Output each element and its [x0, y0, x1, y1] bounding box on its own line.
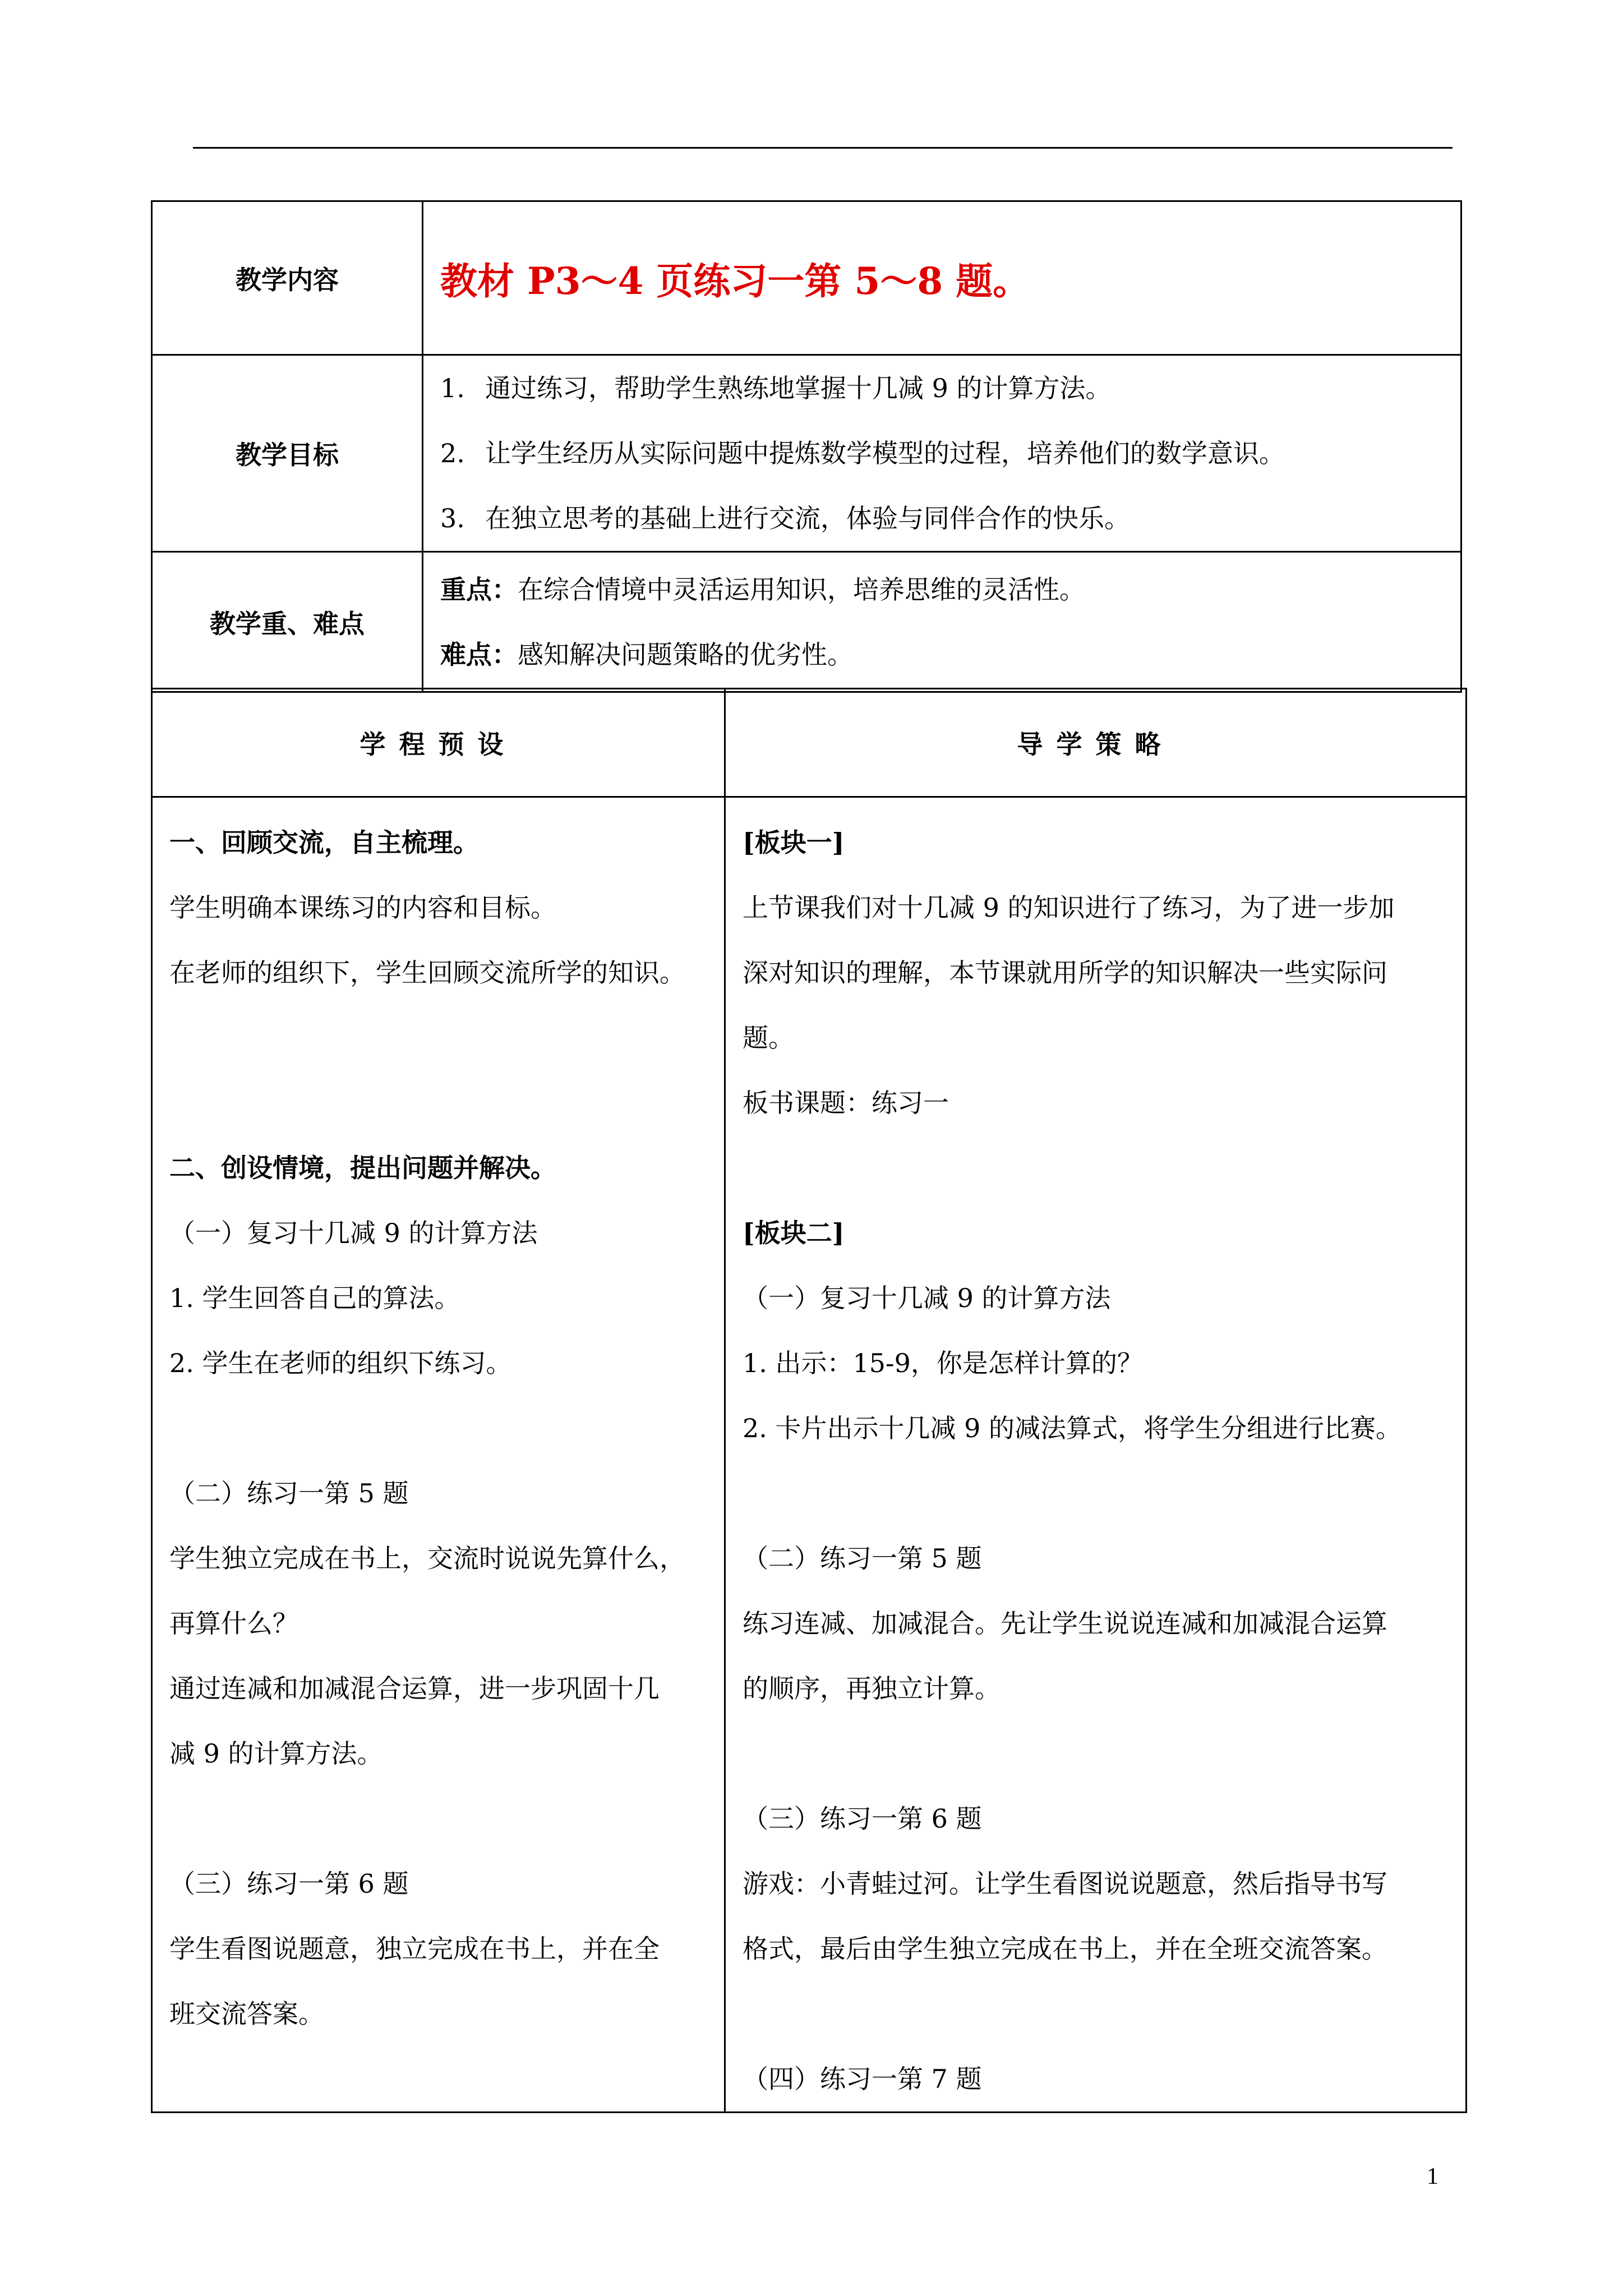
goal-number: 2.	[440, 438, 465, 468]
subsection-heading: （四）练习一第 7 题	[743, 2064, 982, 2094]
block-line: 板书课题：练习一	[743, 1088, 949, 1118]
goal-number: 3.	[440, 503, 465, 533]
goal-number: 1.	[440, 373, 465, 403]
subsection-line: 再算什么？	[169, 1608, 298, 1639]
key-point	[440, 557, 1460, 622]
keypoints-row	[152, 552, 1461, 692]
goal-text: 通过练习，帮助学生熟练地掌握十几减 9 的计算方法。	[485, 373, 1112, 403]
keypoints-label: 教学重、难点	[152, 552, 423, 692]
goal-item	[440, 356, 1460, 421]
block-line: 游戏：小青蛙过河。让学生看图说说题意，然后指导书写	[743, 1869, 1387, 1899]
block-1-title: [板块一]	[743, 827, 845, 858]
block-line: 练习连减、加减混合。先让学生说说连减和加减混合运算	[743, 1608, 1387, 1639]
left-column-header: 学程预设	[152, 689, 725, 797]
goals-row	[152, 355, 1461, 552]
subsection-heading: （一）复习十几减 9 的计算方法	[743, 1283, 1111, 1313]
goal-text: 在独立思考的基础上进行交流，体验与同伴合作的快乐。	[485, 503, 1130, 533]
section-1-line: 学生明确本课练习的内容和目标。	[169, 892, 556, 923]
block-line: 格式，最后由学生独立完成在书上，并在全班交流答案。	[743, 1934, 1387, 1964]
subsection-heading: （三）练习一第 6 题	[743, 1803, 982, 1834]
difficult-point-label: 难点：	[440, 639, 518, 670]
right-column-header: 导学策略	[725, 689, 1467, 797]
section-1-title: 一、回顾交流，自主梳理。	[169, 827, 479, 858]
process-body-row	[152, 797, 1467, 2113]
subsection-line: 班交流答案。	[169, 1999, 324, 2029]
guidance-strategy-cell	[725, 797, 1467, 2113]
block-line: 深对知识的理解，本节课就用所学的知识解决一些实际问	[743, 958, 1387, 988]
subsection-line: 通过连减和加减混合运算，进一步巩固十几	[169, 1673, 660, 1704]
goal-text: 让学生经历从实际问题中提炼数学模型的过程，培养他们的数学意识。	[485, 438, 1285, 468]
content-value: 教材 P3～4 页练习一第 5～8 题。	[423, 201, 1461, 355]
content-label: 教学内容	[152, 201, 423, 355]
page-number: 1	[1427, 2164, 1438, 2189]
block-line: 上节课我们对十几减 9 的知识进行了练习，为了进一步加	[743, 892, 1395, 923]
subsection-heading: （三）练习一第 6 题	[169, 1869, 409, 1899]
block-line: 的顺序，再独立计算。	[743, 1673, 1000, 1704]
subsection-line: 减 9 的计算方法。	[169, 1738, 383, 1769]
subsection-line: 1. 学生回答自己的算法。	[169, 1283, 460, 1313]
subsection-line: 学生看图说题意，独立完成在书上，并在全	[169, 1934, 660, 1964]
goals-list	[423, 355, 1461, 552]
difficult-point	[440, 622, 1460, 687]
goal-item	[440, 486, 1460, 551]
subsection-heading: （二）练习一第 5 题	[743, 1543, 982, 1573]
keypoints-list	[423, 552, 1461, 692]
goals-label: 教学目标	[152, 355, 423, 552]
content-row	[152, 201, 1461, 355]
block-2-title: [板块二]	[743, 1218, 845, 1248]
lesson-info-table	[151, 200, 1462, 693]
key-point-text: 在综合情境中灵活运用知识，培养思维的灵活性。	[518, 574, 1085, 605]
process-header-row	[152, 689, 1467, 797]
header-rule	[193, 147, 1453, 149]
goal-item	[440, 421, 1460, 486]
subsection-heading: （一）复习十几减 9 的计算方法	[169, 1218, 538, 1248]
subsection-line: 学生独立完成在书上，交流时说说先算什么，	[169, 1543, 685, 1573]
learning-process-cell	[152, 797, 725, 2113]
section-2-title: 二、创设情境，提出问题并解决。	[169, 1153, 556, 1183]
lesson-process-table	[151, 688, 1467, 2113]
block-line: 1. 出示：15-9，你是怎样计算的？	[743, 1348, 1143, 1378]
section-1-line: 在老师的组织下，学生回顾交流所学的知识。	[169, 958, 685, 988]
subsection-heading: （二）练习一第 5 题	[169, 1478, 409, 1508]
difficult-point-text: 感知解决问题策略的优劣性。	[518, 639, 853, 670]
key-point-label: 重点：	[440, 574, 518, 605]
block-line: 2. 卡片出示十几减 9 的减法算式，将学生分组进行比赛。	[743, 1413, 1402, 1443]
subsection-line: 2. 学生在老师的组织下练习。	[169, 1348, 512, 1378]
block-line: 题。	[743, 1023, 794, 1053]
